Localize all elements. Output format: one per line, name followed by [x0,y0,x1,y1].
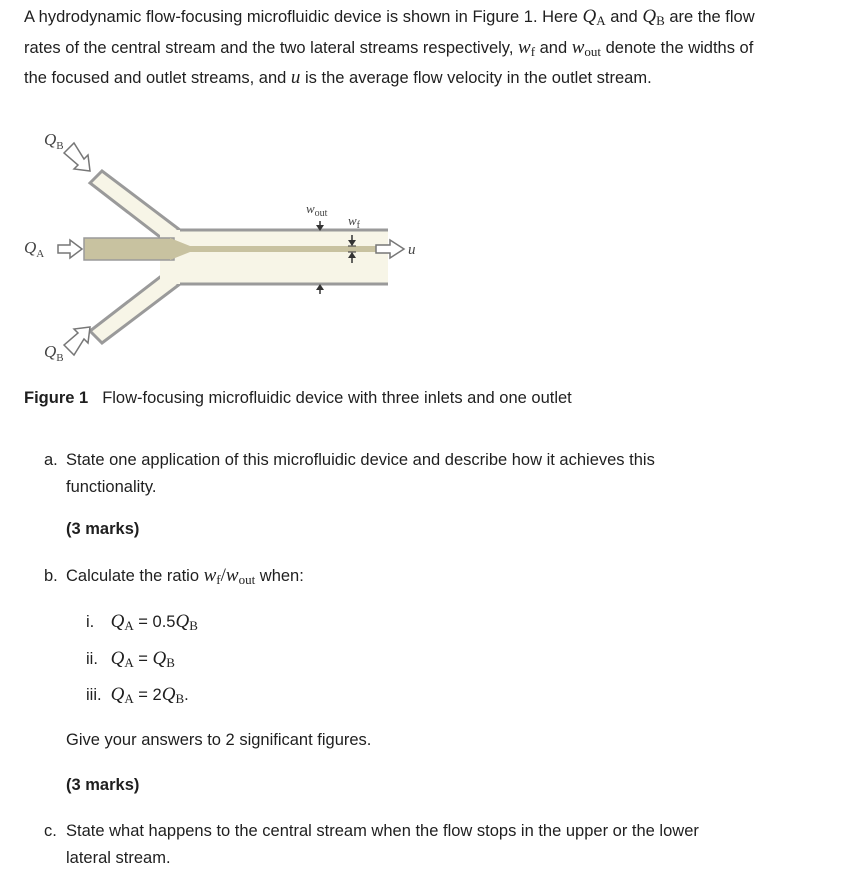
qb-top-arrow [64,143,90,171]
wout-label: $w_{out}$ [306,201,328,219]
question-a [44,447,744,500]
question-c-text: State what happens to the central stream when the flow stops in the upper or the lower lateral stream. [66,822,699,867]
lower-inlet-channel [90,277,180,343]
question-b-letter: b. [44,567,58,585]
u-label: u [408,242,416,258]
figure-caption-text: Flow-focusing microfluidic device with three inlets and one outlet [102,389,572,407]
wf-label: $w_f$ [348,213,361,231]
question-b-marks: (3 marks) [66,776,140,794]
question-c [44,818,744,871]
qb-symbol: $Q_B$ [642,6,665,28]
qb-bottom-label: $Q_B$ [44,342,64,364]
question-c-letter: c. [44,822,57,840]
question-a-text: State one application of this microfluidic device and describe how it achieves this functionality. [66,451,655,496]
question-b-instruction: Give your answers to 2 significant figures. [66,731,372,749]
question-b-text: Calculate the ratio $w_f/w_{out}$ when: [66,565,304,587]
qa-arrow [58,240,82,258]
qb-bottom-arrow [64,327,90,355]
question-b [44,563,744,594]
question-b-item-i: i. $Q_A = 0.5Q_B$ [86,611,198,633]
intro-paragraph: A hydrodynamic flow-focusing microfluidic device is shown in Figure 1. Here $Q_A$ and $Q_B$ are the flow rates of the central stream and the two lateral streams respectively, $w_f$ and $w_{out}$ denote the widths of the focused and outlet streams, and u is the average flow velocity in the outlet stream. [24,6,755,88]
wout-symbol: $w_{out}$ [571,36,602,59]
question-a-letter: a. [44,451,58,469]
wf-symbol: $w_f$ [518,36,536,59]
flow-focusing-diagram [20,125,450,370]
qa-label: $Q_A$ [24,238,45,260]
qa-symbol: $Q_A$ [582,6,606,28]
question-a-marks: (3 marks) [66,520,140,538]
upper-inlet-channel [90,171,180,237]
figure-caption [24,389,572,408]
central-inlet-channel [84,238,174,260]
question-b-item-iii: iii. $Q_A = 2Q_B$. [86,684,189,706]
figure-caption-label: Figure 1 [24,389,89,407]
qb-top-label: $Q_B$ [44,130,64,152]
u-symbol: u [290,67,301,88]
question-b-item-ii: ii. $Q_A = Q_B$ [86,648,175,670]
